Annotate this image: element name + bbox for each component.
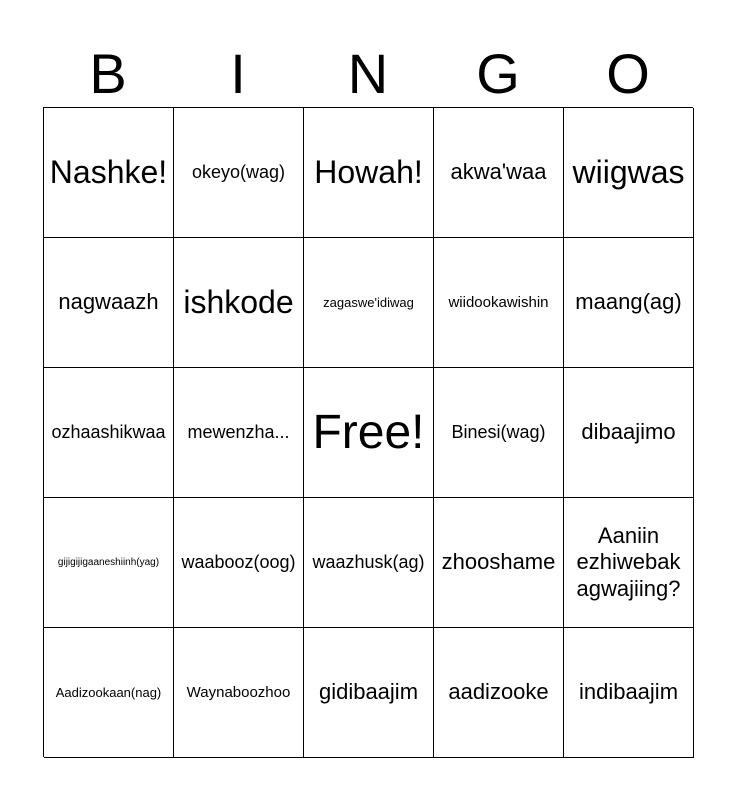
header-letter-b: B (89, 42, 127, 105)
cell-label: akwa'waa (450, 159, 547, 185)
bingo-cell-r4c3[interactable] (304, 498, 434, 628)
bingo-cell-r2c1[interactable] (44, 238, 174, 368)
cell-label: Binesi(wag) (451, 421, 546, 442)
cell-label: ishkode (183, 284, 294, 321)
bingo-cell-r2c5[interactable] (564, 238, 694, 368)
cell-label: ozhaashikwaa (51, 421, 166, 442)
cell-label: waazhusk(ag) (312, 551, 425, 572)
bingo-cell-r3c5[interactable] (564, 368, 694, 498)
bingo-cell-r1c2[interactable] (174, 108, 304, 238)
cell-label: wiigwas (572, 154, 685, 191)
bingo-cell-r5c1[interactable] (44, 628, 174, 758)
header-letter-i: I (230, 42, 246, 105)
cell-label: zagaswe'idiwag (323, 294, 414, 310)
cell-label: nagwaazh (58, 289, 159, 315)
cell-label: Nashke! (49, 154, 168, 191)
bingo-cell-r4c1[interactable] (44, 498, 174, 628)
bingo-cell-r2c2[interactable] (174, 238, 304, 368)
bingo-board (43, 107, 693, 757)
bingo-cell-r5c5[interactable] (564, 628, 694, 758)
bingo-cell-r1c5[interactable] (564, 108, 694, 238)
bingo-cell-r5c2[interactable] (174, 628, 304, 758)
cell-label: Aaniin ezhiwebak agwajiing? (576, 522, 681, 601)
bingo-cell-r3c4[interactable] (434, 368, 564, 498)
bingo-cell-r5c3[interactable] (304, 628, 434, 758)
bingo-cell-r1c1[interactable] (44, 108, 174, 238)
cell-label: gijigijigaaneshiinh(yag) (57, 556, 160, 568)
cell-label: Howah! (314, 154, 423, 191)
cell-label: waabooz(oog) (181, 551, 296, 572)
cell-label: aadizooke (448, 679, 549, 705)
bingo-cell-r1c4[interactable] (434, 108, 564, 238)
bingo-cell-r3c1[interactable] (44, 368, 174, 498)
bingo-cell-r4c4[interactable] (434, 498, 564, 628)
bingo-cell-r2c4[interactable] (434, 238, 564, 368)
header-letter-n: N (347, 42, 389, 105)
bingo-cell-r2c3[interactable] (304, 238, 434, 368)
header-letter-o: O (606, 42, 650, 105)
cell-label: Aadizookaan(nag) (55, 684, 162, 700)
cell-label: mewenzha... (187, 421, 290, 442)
bingo-cell-free[interactable] (304, 368, 434, 498)
cell-label: okeyo(wag) (191, 161, 286, 182)
bingo-header (43, 44, 693, 104)
bingo-cell-r5c4[interactable] (434, 628, 564, 758)
bingo-cell-r4c5[interactable] (564, 498, 694, 628)
cell-label: maang(ag) (575, 289, 682, 315)
cell-label: Waynaboozhoo (186, 683, 291, 701)
free-space-label: Free! (312, 405, 425, 459)
cell-label: zhooshame (441, 549, 556, 575)
header-letter-g: G (476, 42, 520, 105)
cell-label: gidibaajim (318, 679, 419, 705)
bingo-cell-r4c2[interactable] (174, 498, 304, 628)
cell-label: indibaajim (578, 679, 679, 705)
bingo-cell-r1c3[interactable] (304, 108, 434, 238)
cell-label: wiidookawishin (448, 293, 549, 311)
bingo-cell-r3c2[interactable] (174, 368, 304, 498)
cell-label: dibaajimo (581, 419, 676, 445)
